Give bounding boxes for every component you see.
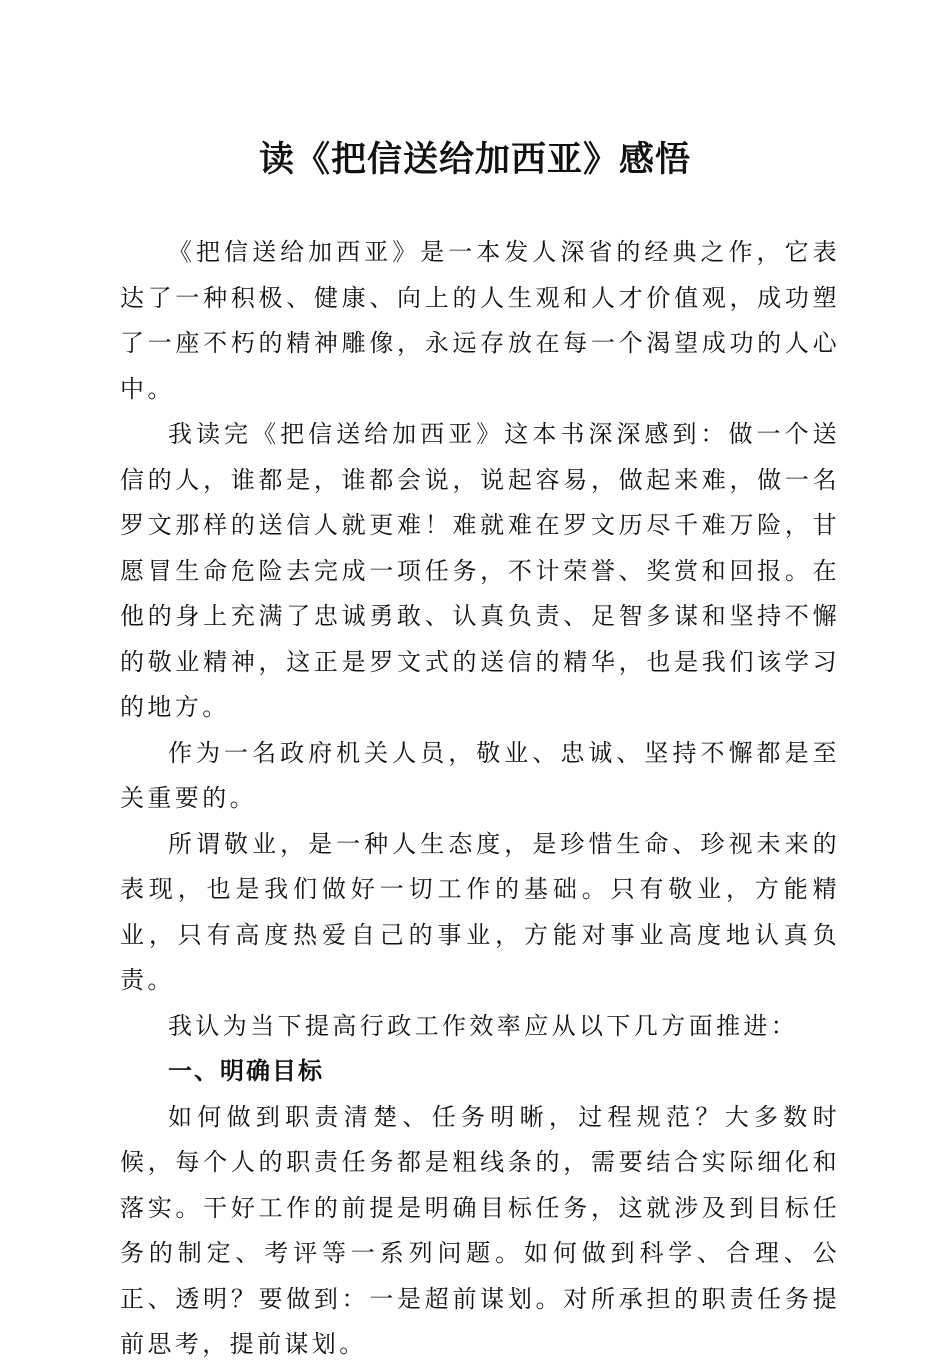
section-heading: 一、明确目标 — [168, 1057, 324, 1085]
paragraph-dedication: 所谓敬业，是一种人生态度，是珍惜生命、珍视未来的表现，也是我们做好一切工作的基础。只有敬业，方能精业，只有高度热爱自己的事业，方能对事业高度地认真负责。 — [120, 829, 840, 994]
document-body — [120, 230, 840, 1368]
paragraph-reading-feelings: 我读完《把信送给加西亚》这本书深深感到：做一个送信的人，谁都是，谁都会说，说起容易，做起来难，做一名罗文那样的送信人就更难！难就难在罗文历尽千难万险，甘愿冒生命危险去完成一项任务，不计荣誉、奖赏和回报。在他的身上充满了忠诚勇敢、认真负责、足智多谋和坚持不懈的敬业精神，这正是罗文式的送信的精华，也是我们该学习的地方。 — [120, 420, 840, 721]
paragraph-efficiency-intro: 我认为当下提高行政工作效率应从以下几方面推进： — [168, 1011, 799, 1040]
paragraph-intro: 《把信送给加西亚》是一本发人深省的经典之作，它表达了一种积极、健康、向上的人生观和人才价值观，成功塑了一座不朽的精神雕像，永远存放在每一个渴望成功的人心中。 — [120, 238, 840, 403]
document-title: 读《把信送给加西亚》感悟 — [258, 139, 691, 180]
paragraph-clear-goals: 如何做到职责清楚、任务明晰，过程规范？大多数时候，每个人的职责任务都是粗线条的，需要结合实际细化和落实。干好工作的前提是明确目标任务，这就涉及到目标任务的制定、考评等一系列问题。如何做到科学、合理、公正、透明？要做到：一是超前谋划。对所承担的职责任务提前思考，提前谋划。 — [120, 1102, 840, 1358]
paragraph-government-staff: 作为一名政府机关人员，敬业、忠诚、坚持不懈都是至关重要的。 — [120, 738, 840, 812]
